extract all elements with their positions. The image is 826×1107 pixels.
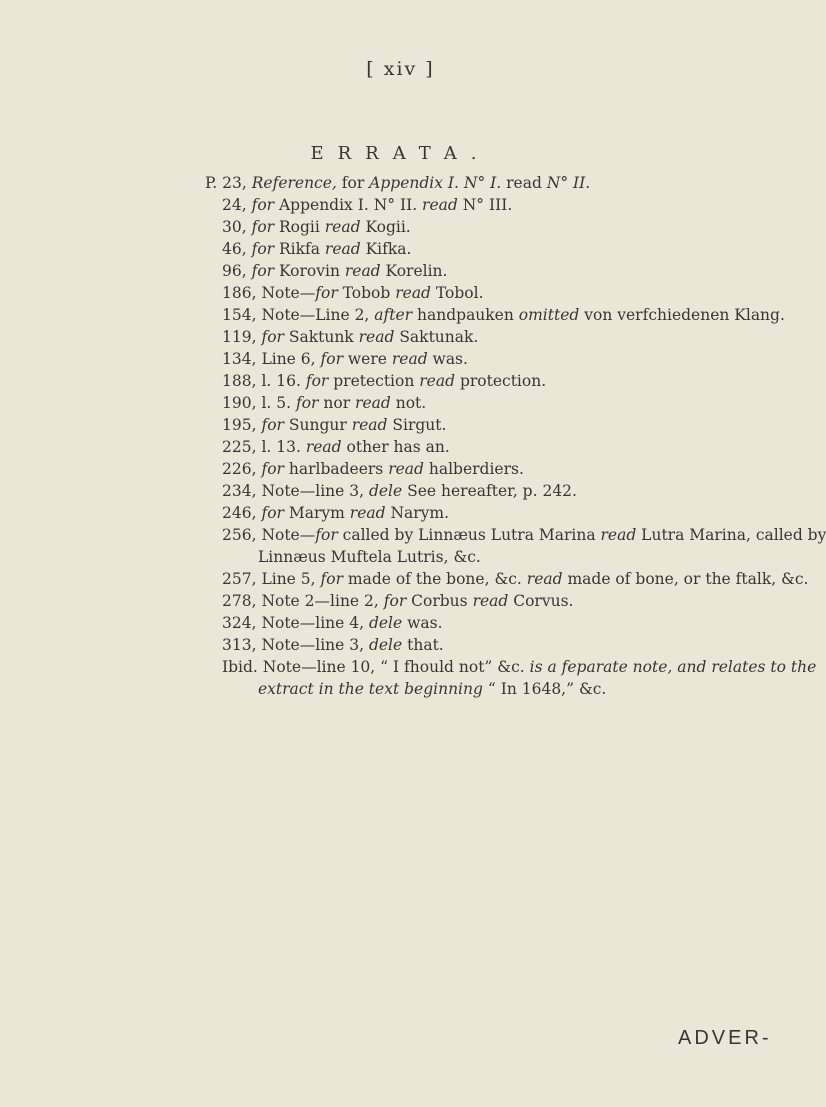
errata-text: called by Linnæus Lutra Marina [337, 526, 601, 544]
errata-italic-text: dele [368, 636, 403, 654]
errata-entry [0, 524, 826, 568]
errata-entry [0, 436, 801, 458]
errata-text: halberdiers. [423, 460, 524, 478]
errata-italic-text: for [261, 328, 284, 346]
errata-text: read [506, 174, 542, 192]
errata-italic-text: for [305, 372, 329, 390]
errata-italic-text: read [324, 240, 361, 258]
errata-text: 119, [222, 328, 262, 346]
errata-italic-text: omitted [518, 306, 580, 324]
errata-text: Rogii [274, 218, 325, 236]
errata-text: Narym. [385, 504, 450, 522]
errata-text: other has an. [341, 438, 450, 456]
errata-text: 226, [222, 460, 262, 478]
errata-text: 96, [222, 262, 252, 280]
errata-text: 24, [222, 196, 252, 214]
errata-text: 257, Line 5, [222, 570, 321, 588]
errata-entry [0, 634, 801, 656]
errata-text: Saktunk [283, 328, 359, 346]
errata-italic-text: read [419, 372, 456, 390]
errata-text: was. [402, 614, 443, 632]
errata-text: for [341, 174, 365, 192]
errata-text: made of bone, or the ftalk, &c. [562, 570, 809, 588]
errata-italic-text: read [355, 394, 391, 412]
errata-entry [0, 348, 801, 370]
errata-text: See hereafter, p. 242. [402, 482, 577, 500]
continuation-text: Linnæus Muftela Lutris, &c. [258, 548, 481, 566]
errata-italic-text: read [349, 504, 386, 522]
errata-italic-text: after [374, 306, 413, 324]
errata-text: Sirgut. [387, 416, 447, 434]
errata-italic-text: for [320, 350, 343, 368]
errata-italic-text: read [422, 196, 458, 214]
page-number: [ xiv ] [366, 58, 435, 80]
errata-text: Korovin [274, 262, 345, 280]
errata-text: 234, Note—line 3, [222, 482, 369, 500]
errata-italic-text: read [391, 350, 428, 368]
errata-entry [0, 194, 801, 216]
errata-entry [0, 568, 809, 590]
errata-text: 278, Note 2—line 2, [222, 592, 384, 610]
errata-text: 30, [222, 218, 252, 236]
errata-text: that. [402, 636, 444, 654]
errata-italic-text: for [315, 526, 338, 544]
errata-italic-text: read [526, 570, 563, 588]
errata-italic-text: read [351, 416, 388, 434]
errata-text: Marym [283, 504, 350, 522]
errata-entry [0, 502, 801, 524]
errata-entry [0, 392, 801, 414]
errata-italic-text: for [251, 196, 275, 214]
errata-entry [0, 612, 801, 634]
errata-italic-text: dele [368, 614, 403, 632]
errata-list [0, 172, 826, 700]
errata-italic-text: dele [368, 482, 403, 500]
errata-text: Tobob [337, 284, 396, 302]
errata-entry [0, 238, 801, 260]
errata-italic-text: read [472, 592, 509, 610]
errata-text: Rikfa [274, 240, 325, 258]
errata-text: Corvus. [508, 592, 574, 610]
errata-text: 46, [222, 240, 252, 258]
errata-entry [0, 414, 801, 436]
continuation-tail: “ In 1648,” &c. [482, 680, 607, 698]
errata-text: 134, Line 6, [222, 350, 321, 368]
errata-entry [0, 656, 817, 700]
errata-text: 186, Note— [222, 284, 316, 302]
errata-entry [0, 172, 801, 194]
errata-italic-text: for [261, 416, 284, 434]
errata-entry [0, 370, 801, 392]
errata-entry [0, 260, 801, 282]
errata-text: Kogii. [360, 218, 411, 236]
errata-text: was. [427, 350, 468, 368]
errata-entry [0, 326, 801, 348]
errata-text: harlbadeers [283, 460, 389, 478]
errata-entry [0, 304, 801, 326]
errata-text: made of the bone, &c. [342, 570, 527, 588]
continuation-text: extract in the text beginning [258, 680, 483, 698]
errata-continuation [222, 546, 741, 568]
errata-text: 190, l. 5. [222, 394, 296, 412]
errata-entry [0, 480, 801, 502]
errata-text: not. [390, 394, 427, 412]
errata-text: protection. [455, 372, 547, 390]
errata-text: Appendix I. N° II. [274, 196, 423, 214]
errata-italic-text: for [315, 284, 338, 302]
errata-italic-text: for [261, 460, 284, 478]
errata-italic-text: is a feparate note, and relates to the [529, 658, 817, 676]
errata-heading: ERRATA. [310, 143, 491, 164]
errata-italic-text: for [383, 592, 407, 610]
errata-continuation [222, 678, 741, 700]
errata-italic-text: for [251, 218, 275, 236]
errata-entry [0, 216, 801, 238]
errata-italic-text: for [320, 570, 343, 588]
errata-text: 188, l. 16. [222, 372, 306, 390]
errata-italic-text: for [251, 240, 275, 258]
errata-text: nor [318, 394, 356, 412]
errata-entry [0, 458, 801, 480]
errata-italic-text: for [295, 394, 319, 412]
errata-italic-text: Appendix I. N° I. [364, 174, 507, 192]
errata-text: handpauken [412, 306, 519, 324]
errata-italic-text: read [358, 328, 395, 346]
errata-text: N° III. [457, 196, 513, 214]
errata-text: pretection [328, 372, 420, 390]
errata-text: Ibid. Note—line 10, “ I fhould not” &c. [222, 658, 530, 676]
errata-italic-text: Reference, [251, 174, 342, 192]
errata-text: 154, Note—Line 2, [222, 306, 375, 324]
errata-italic-text: read [324, 218, 361, 236]
errata-text: 246, [222, 504, 262, 522]
errata-text: Korelin. [380, 262, 448, 280]
errata-text: Sungur [283, 416, 352, 434]
errata-italic-text: read [395, 284, 431, 302]
errata-italic-text: for [251, 262, 275, 280]
errata-italic-text: for [261, 504, 284, 522]
errata-text: 324, Note—line 4, [222, 614, 369, 632]
errata-text: Tobol. [430, 284, 484, 302]
errata-text: 256, Note— [222, 526, 316, 544]
errata-text: 313, Note—line 3, [222, 636, 369, 654]
errata-text: von verfchiedenen Klang. [579, 306, 785, 324]
errata-text: were [342, 350, 392, 368]
errata-text: 195, [222, 416, 262, 434]
errata-entry [0, 590, 801, 612]
errata-text: 225, l. 13. [222, 438, 306, 456]
errata-text: Kifka. [360, 240, 412, 258]
errata-text: Corbus [406, 592, 473, 610]
errata-italic-text: read [388, 460, 424, 478]
catchword: ADVER- [678, 1027, 772, 1049]
errata-entry [0, 282, 801, 304]
errata-italic-text: read [600, 526, 637, 544]
errata-italic-text: read [344, 262, 381, 280]
errata-italic-text: N° II. [541, 174, 591, 192]
errata-text: P. 23, [205, 174, 252, 192]
errata-italic-text: read [305, 438, 342, 456]
errata-text: Lutra Marina, called by [636, 526, 826, 544]
errata-text: Saktunak. [394, 328, 479, 346]
